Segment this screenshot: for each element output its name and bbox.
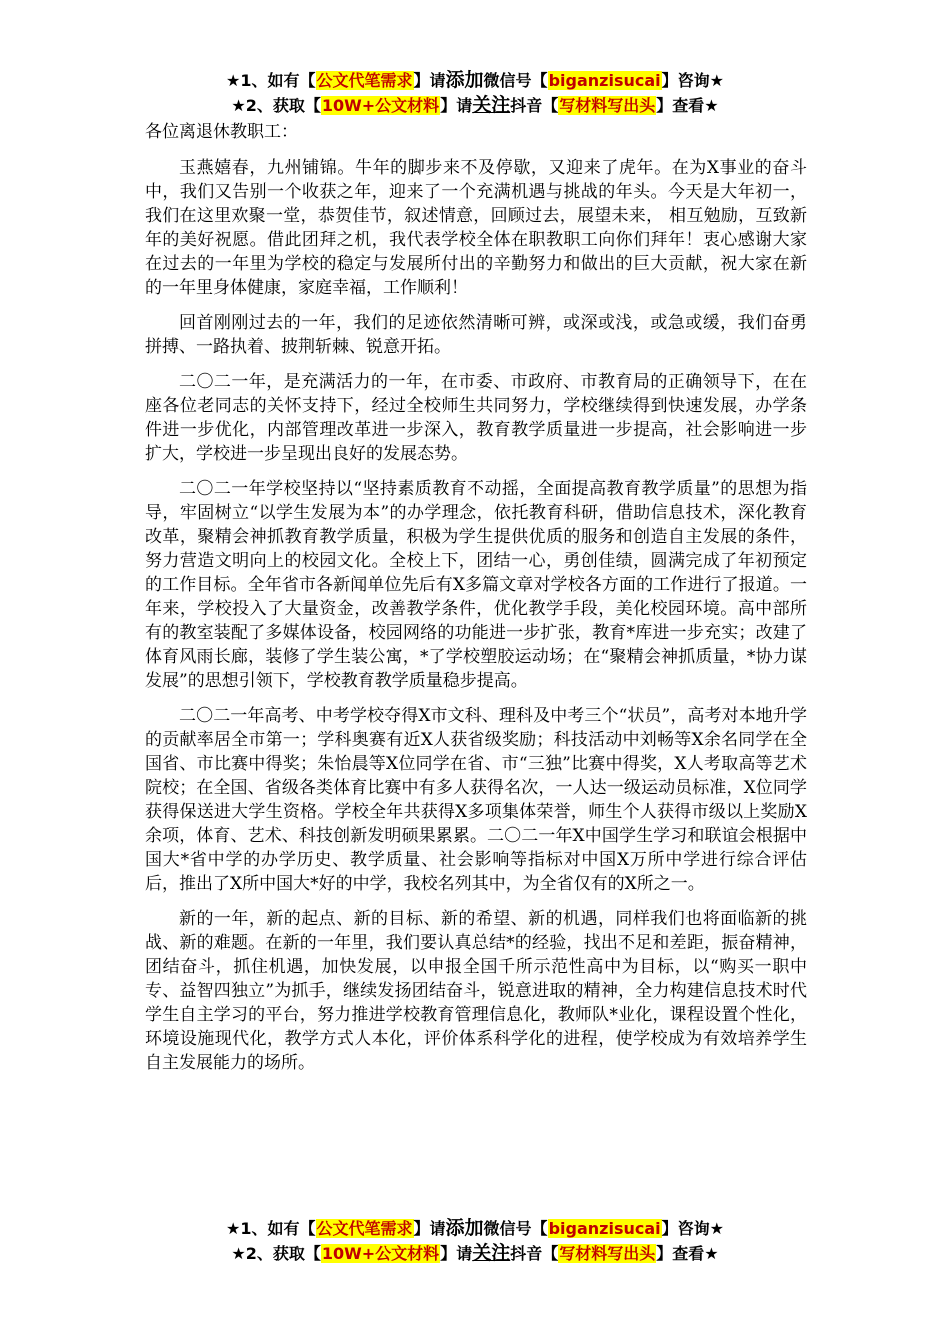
promo-text: 微信号【: [483, 1219, 548, 1238]
promo-text: 抖音【: [510, 1244, 559, 1263]
salutation: 各位离退休教职工：: [145, 122, 298, 142]
paragraph-review: 回首刚刚过去的一年，我们的足迹依然清晰可辨，或深或浅，或急或缓，我们奋勇拼搏、一路执着、披荆斩棘、锐意开拓。: [145, 313, 807, 357]
promo-wechat-id: biganzisucai: [548, 71, 661, 90]
promo-text: 微信号【: [483, 71, 548, 90]
paragraph-greeting: 玉燕嬉春，九州铺锦。牛年的脚步来不及停歇，又迎来了虎年。在为X事业的奋斗中，我们又告别一个收获之年，迎来了一个充满机遇与挑战的年头。今天是大年初一，我们在这里欢聚一堂，恭贺佳节，叙述情意，回顾过去，展望未来， 相互勉励，互致新年的美好祝愿。借此团拜之机，我代表学校全体在职教职工向你们拜年！衷心感谢大家在过去的一年里为学校的稳定与发展所付出的辛勤努力和做出的巨大贡献，祝大家在新的一年里身体健康，家庭幸福，工作顺利！: [145, 158, 807, 298]
promo-emphasis: 关注: [472, 1242, 511, 1264]
promo-line-2: [0, 1241, 950, 1266]
paragraph-new-year-goals: 新的一年，新的起点、新的目标、新的希望、新的机遇，同样我们也将面临新的挑战、新的难题。在新的一年里，我们要认真总结*的经验，找出不足和差距，振奋精神，团结奋斗，抓住机遇，加快发展，以申报全国千所示范性高中为目标，以“购买一职中专、益智四独立”为抓手，继续发扬团结奋斗，锐意进取的精神，全力构建信息技术时代学生自主学习的平台，努力推进学校教育管理信息化，教师队*业化，课程设置个性化，环境设施现代化，教学方式人本化，评价体系科学化的进程，使学校成为有效培养学生自主发展能力的场所。: [145, 909, 807, 1073]
promo-text: ★1、如有【: [226, 71, 316, 90]
paragraph-2021-achievements: 二〇二一年高考、中考学校夺得X市文科、理科及中考三个“状员”，高考对本地升学的贡献率居全市第一；学科奥赛有近X人获省级奖励；科技活动中刘畅等X余名同学在全国省、市比赛中得奖；朱怡晨等X位同学在省、市“三独”比赛中得奖，X人考取高等艺术院校；在全国、省级各类体育比赛中有多人获得名次，一人达一级运动员标准，X位同学获得保送进大学生资格。学校全年共获得X多项集体荣誉，师生个人获得市级以上奖励X余项，体育、艺术、科技创新发明硕果累累。二〇二一年X中国学生学习和联谊会根据中国大*省中学的办学历史、教学质量、社会影响等指标对中国X万所中学进行综合评估后，推出了X所中国大*好的中学，我校名列其中，为全省仅有的X所之一。: [145, 706, 807, 894]
promo-line-1: [0, 68, 950, 93]
promo-line-1: [0, 1216, 950, 1241]
promo-text: 】咨询★: [661, 71, 724, 90]
promo-text: ★2、获取【: [231, 96, 321, 115]
paragraph-2021-overview: 二〇二一年，是充满活力的一年，在市委、市政府、市教育局的正确领导下，在在座各位老同志的关怀支持下，经过全校师生共同努力，学校继续得到快速发展，办学条件进一步优化，内部管理改革进一步深入，教育教学质量进一步提高，社会影响进一步扩大，学校进一步呈现出良好的发展态势。: [145, 372, 807, 464]
promo-highlight: 公文代笔需求: [316, 1219, 413, 1238]
promo-text: 】请: [440, 96, 473, 115]
promo-wechat-id: biganzisucai: [548, 1219, 661, 1238]
promo-line-2: [0, 93, 950, 118]
promo-highlight: 10W+公文材料: [321, 1244, 440, 1263]
promo-emphasis: 关注: [472, 94, 511, 116]
promo-highlight: 公文代笔需求: [316, 71, 413, 90]
promo-text: 】请: [413, 1219, 446, 1238]
promo-douyin-id: 写材料写出头: [559, 1244, 656, 1263]
promo-banner-top: [0, 68, 950, 118]
promo-douyin-id: 写材料写出头: [559, 96, 656, 115]
promo-text: 】咨询★: [661, 1219, 724, 1238]
promo-text: ★2、获取【: [231, 1244, 321, 1263]
promo-emphasis: 添加: [445, 69, 484, 91]
paragraph-2021-work: 二〇二一年学校坚持以“坚持素质教育不动摇，全面提高教育教学质量”的思想为指导，牢固树立“以学生发展为本”的办学理念，依托教育科研，借助信息技术，深化教育改革，聚精会神抓教育教学质量，积极为学生提供优质的服务和创造自主发展的条件，努力营造文明向上的校园文化。全校上下，团结一心，勇创佳绩，圆满完成了年初预定的工作目标。全年省市各新闻单位先后有X多篇文章对学校各方面的工作进行了报道。一年来，学校投入了大量资金，改善教学条件，优化教学手段，美化校园环境。高中部所有的教室装配了多媒体设备，校园网络的功能进一步扩张，教育*库进一步充实；改建了体育风雨长廊，装修了学生装公寓，*了学校塑胶运动场；在“聚精会神抓质量，*协力谋发展”的思想引领下，学校教育教学质量稳步提高。: [145, 479, 807, 691]
promo-banner-bottom: [0, 1216, 950, 1266]
promo-text: ★1、如有【: [226, 1219, 316, 1238]
promo-highlight: 10W+公文材料: [321, 96, 440, 115]
promo-text: 】查看★: [656, 96, 719, 115]
promo-text: 】请: [440, 1244, 473, 1263]
promo-text: 】请: [413, 71, 446, 90]
promo-emphasis: 添加: [445, 1217, 484, 1239]
promo-text: 】查看★: [656, 1244, 719, 1263]
promo-text: 抖音【: [510, 96, 559, 115]
document-body: [145, 120, 807, 1086]
